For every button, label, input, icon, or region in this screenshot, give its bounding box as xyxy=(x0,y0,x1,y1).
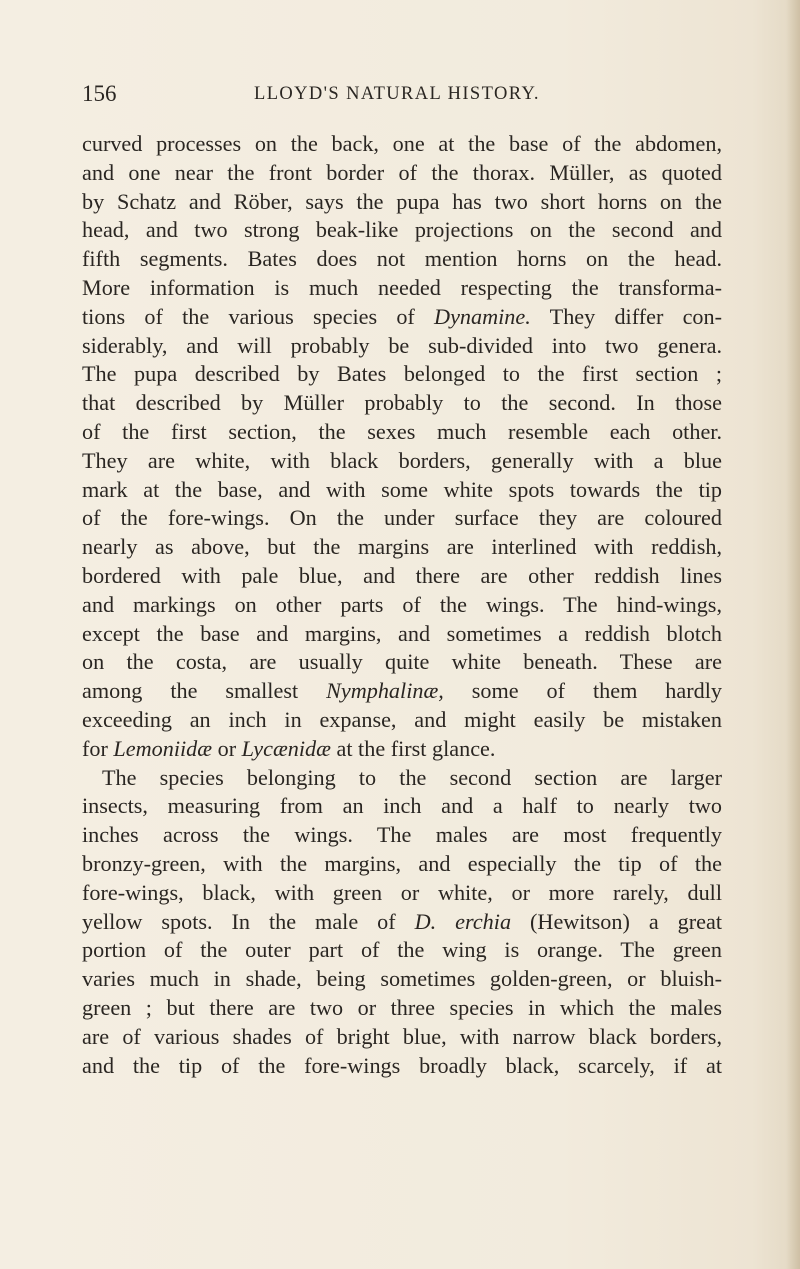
text-run: insects, measuring from an inch and a half to nearly two xyxy=(82,793,722,819)
text-line xyxy=(82,504,722,533)
text-run: They differ con- xyxy=(530,303,722,329)
page-number: 156 xyxy=(82,81,117,106)
text-run: except the base and margins, and sometimes a reddish blotch xyxy=(82,620,722,646)
text-line xyxy=(82,965,722,994)
text-line xyxy=(82,159,722,188)
text-run: fore-wings, black, with green or white, or more rarely, dull xyxy=(82,879,722,905)
text-line xyxy=(82,620,722,649)
italic-term: Lemoniidæ xyxy=(113,735,213,761)
text-line xyxy=(82,418,722,447)
text-line xyxy=(82,908,722,937)
text-run: for xyxy=(82,735,114,761)
text-line xyxy=(82,245,722,274)
italic-term: Lycænidæ xyxy=(241,735,331,761)
text-line xyxy=(82,936,722,965)
text-run: (Hewitson) a great xyxy=(511,908,722,934)
text-run: and one near the front border of the thorax. Müller, as quoted xyxy=(82,159,722,185)
text-line xyxy=(82,130,722,159)
text-run: or xyxy=(212,735,242,761)
text-run: bronzy-green, with the margins, and especially the tip of the xyxy=(82,850,722,876)
text-run: mark at the base, and with some white spots towards the tip xyxy=(82,476,722,502)
text-line xyxy=(82,533,722,562)
text-line xyxy=(82,332,722,361)
text-run: portion of the outer part of the wing is orange. The green xyxy=(82,937,722,963)
text-run: tions of the various species of xyxy=(82,303,435,329)
text-line xyxy=(82,706,722,735)
text-line xyxy=(82,792,722,821)
text-line xyxy=(82,562,722,591)
text-run: fifth segments. Bates does not mention horns on the head. xyxy=(82,246,722,272)
text-run: inches across the wings. The males are most frequently xyxy=(82,822,722,848)
text-line xyxy=(82,188,722,217)
text-run: are of various shades of bright blue, with narrow black borders, xyxy=(82,1023,722,1049)
text-line xyxy=(82,1052,722,1081)
text-run: bordered with pale blue, and there are other reddish lines xyxy=(82,562,722,588)
text-line xyxy=(82,360,722,389)
text-run: at the first glance. xyxy=(330,735,496,761)
text-line xyxy=(82,677,722,706)
text-line xyxy=(82,591,722,620)
text-run: some of them hardly xyxy=(443,678,722,704)
text-line xyxy=(82,648,722,677)
italic-term: Nymphalinæ, xyxy=(326,678,444,704)
text-run: by Schatz and Röber, says the pupa has two short horns on the xyxy=(82,188,722,214)
italic-term: Dynamine. xyxy=(434,303,531,329)
text-run: varies much in shade, being sometimes golden-green, or bluish- xyxy=(82,966,722,992)
text-run: on the costa, are usually quite white beneath. These are xyxy=(82,649,722,675)
text-run: that described by Müller probably to the second. In those xyxy=(82,390,722,416)
text-run: siderably, and will probably be sub-divided into two genera. xyxy=(82,332,722,358)
page-header xyxy=(82,78,722,110)
text-run: of the fore-wings. On the under surface they are coloured xyxy=(82,505,722,531)
text-run: yellow spots. In the male of xyxy=(82,908,415,934)
text-line xyxy=(82,764,722,793)
running-head: LLOYD'S NATURAL HISTORY. xyxy=(254,84,540,104)
text-line xyxy=(82,216,722,245)
text-line xyxy=(82,303,722,332)
text-line xyxy=(82,850,722,879)
text-run: curved processes on the back, one at the base of the abdomen, xyxy=(82,131,722,156)
text-line xyxy=(82,389,722,418)
text-run: and the tip of the fore-wings broadly black, scarcely, if at xyxy=(82,1052,722,1078)
text-run: nearly as above, but the margins are interlined with reddish, xyxy=(82,534,722,560)
text-run: and markings on other parts of the wings. The hind-wings, xyxy=(82,591,722,617)
text-line xyxy=(82,274,722,303)
text-run: green ; but there are two or three species in which the males xyxy=(82,994,722,1020)
text-run: The species belonging to the second section are larger xyxy=(102,764,722,790)
text-run: among the smallest xyxy=(82,678,327,704)
text-line xyxy=(82,735,722,764)
text-line xyxy=(82,1023,722,1052)
text-run: of the first section, the sexes much resemble each other. xyxy=(82,418,722,444)
text-run: They are white, with black borders, generally with a blue xyxy=(82,447,722,473)
text-run: exceeding an inch in expanse, and might easily be mistaken xyxy=(82,706,722,732)
body-text xyxy=(82,130,722,1080)
page-edge-shadow xyxy=(786,0,800,1269)
text-run: More information is much needed respecting the transforma- xyxy=(82,274,722,300)
text-line xyxy=(82,994,722,1023)
text-line xyxy=(82,476,722,505)
text-line xyxy=(82,879,722,908)
text-line xyxy=(82,821,722,850)
text-run: The pupa described by Bates belonged to the first section ; xyxy=(82,361,722,387)
italic-term: D. erchia xyxy=(414,908,512,934)
text-line xyxy=(82,447,722,476)
text-run: head, and two strong beak-like projections on the second and xyxy=(82,217,722,243)
